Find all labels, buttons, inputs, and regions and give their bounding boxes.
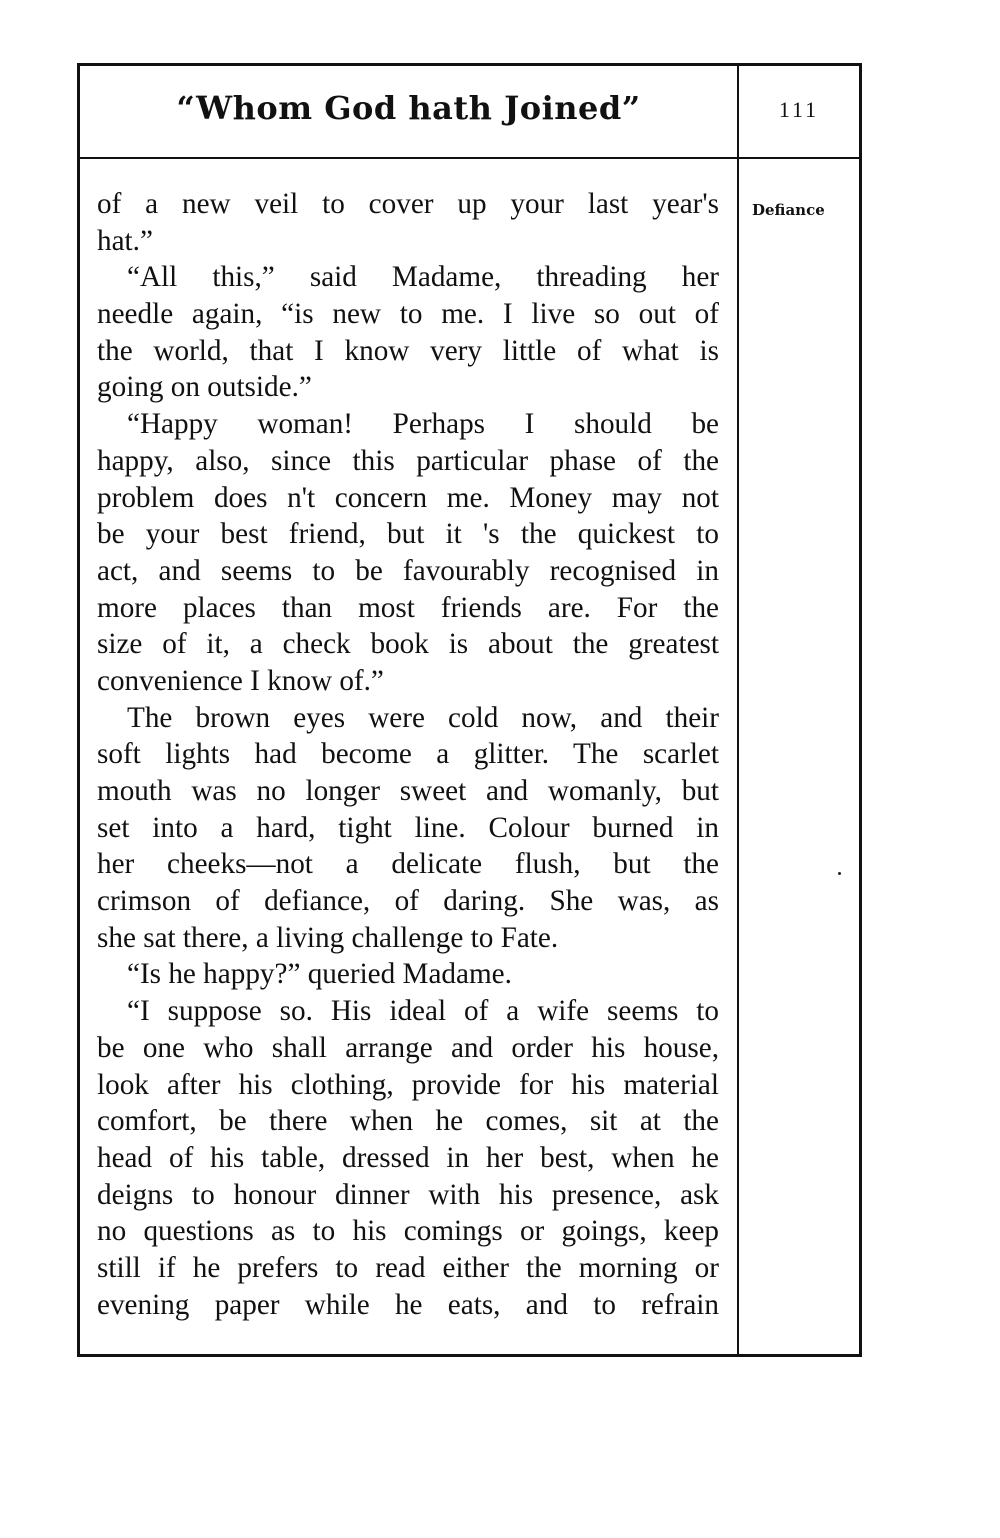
text-line: be one who shall arrange and order his house, — [97, 1031, 719, 1064]
text-line: The brown eyes were cold now, and their — [127, 701, 719, 734]
text-line: no questions as to his comings or goings, keep — [97, 1215, 719, 1248]
text-line: “I suppose so. His ideal of a wife seems to — [127, 995, 719, 1028]
text-line: set into a hard, tight line. Colour burned in — [97, 811, 719, 844]
text-line: head of his table, dressed in her best, when he — [97, 1141, 719, 1174]
text-line: “Happy woman! Perhaps I should be — [127, 408, 719, 441]
text-line: her cheeks—not a delicate flush, but the — [97, 848, 719, 881]
header-divider — [77, 157, 862, 159]
margin-note: Defiance — [752, 201, 825, 219]
text-line: “All this,” said Madame, threading her — [127, 261, 719, 294]
text-line: “Is he happy?” queried Madame. — [127, 958, 512, 991]
text-line: of a new veil to cover up your last year's — [97, 188, 719, 220]
text-line: mouth was no longer sweet and womanly, but — [97, 775, 719, 807]
text-line: needle again, “is new to me. I live so out of — [97, 298, 719, 331]
body-text — [97, 186, 719, 1323]
text-line: size of it, a check book is about the greatest — [97, 628, 719, 661]
text-line: hat.” — [97, 224, 153, 257]
text-line: still if he prefers to read either the morning or — [97, 1251, 719, 1284]
text-line: evening paper while he eats, and to refrain — [97, 1288, 719, 1321]
text-line: act, and seems to be favourably recognised in — [97, 554, 719, 587]
print-speck — [838, 872, 841, 875]
margin-column-divider — [737, 63, 739, 1357]
text-line: problem does n't concern me. Money may not — [97, 481, 719, 514]
text-line: more places than most friends are. For the — [97, 591, 719, 624]
page-number: 111 — [778, 97, 820, 122]
text-line: crimson of defiance, of daring. She was, as — [97, 885, 719, 918]
text-line: look after his clothing, provide for his material — [97, 1068, 719, 1101]
text-line: soft lights had become a glitter. The scarlet — [97, 738, 719, 771]
text-line: convenience I know of.” — [97, 664, 384, 697]
text-line: going on outside.” — [97, 371, 312, 404]
text-line: she sat there, a living challenge to Fate. — [97, 921, 559, 954]
text-line: happy, also, since this particular phase of the — [97, 444, 719, 477]
text-line: deigns to honour dinner with his presence, ask — [97, 1178, 719, 1211]
text-line: comfort, be there when he comes, sit at the — [97, 1105, 719, 1138]
running-head-title: “Whom God hath Joined” — [176, 89, 641, 127]
text-line: be your best friend, but it 's the quickest to — [97, 518, 719, 551]
text-line: the world, that I know very little of what is — [97, 334, 719, 367]
